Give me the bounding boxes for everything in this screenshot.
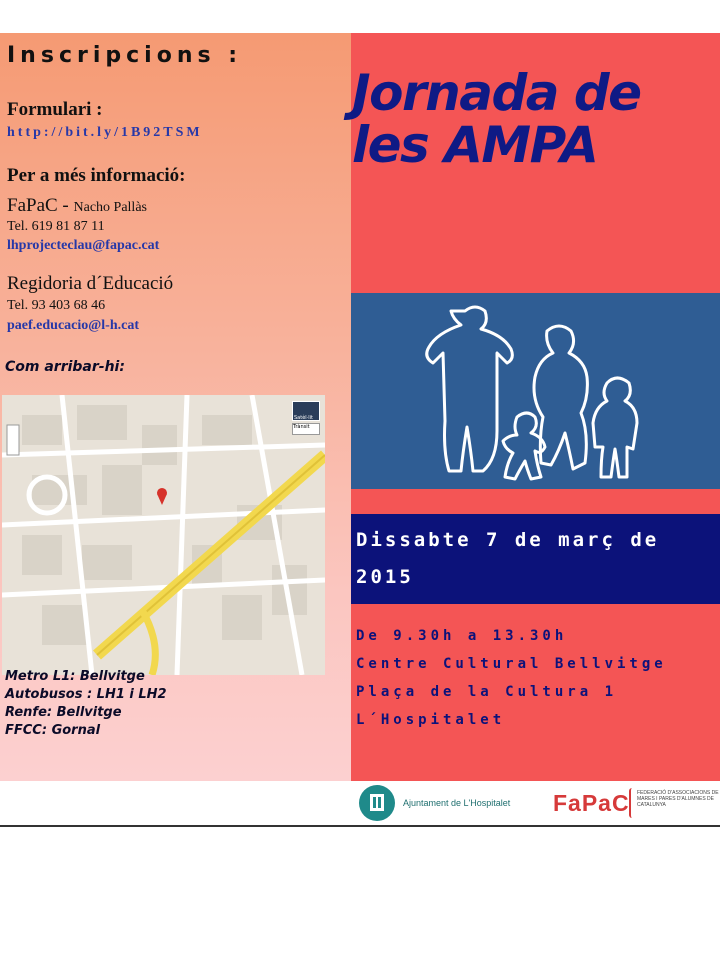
city-logo-text: Ajuntament de L'Hospitalet xyxy=(403,798,511,808)
form-link[interactable]: http://bit.ly/1B92TSM xyxy=(7,125,203,140)
transport-ffcc: FFCC: Gornal xyxy=(5,723,101,738)
date-line-2: 2015 xyxy=(356,566,414,588)
date-line-1: Dissabte 7 de març de xyxy=(356,529,660,551)
family-outline-graphic xyxy=(351,293,720,489)
footer-logos xyxy=(0,781,720,827)
directions-heading: Com arribar-hi: xyxy=(5,359,125,375)
org2-tel: Tel. 93 403 68 46 xyxy=(7,298,106,313)
org1-line xyxy=(7,195,147,217)
title-line-2: les AMPA xyxy=(352,116,598,174)
org1-name: FaPaC - xyxy=(7,195,69,216)
transport-bus: Autobusos : LH1 i LH2 xyxy=(5,687,167,702)
event-city: L´Hospitalet xyxy=(356,712,506,728)
transport-metro: Metro L1: Bellvitge xyxy=(5,669,145,684)
family-illustration xyxy=(351,293,720,489)
event-time: De 9.30h a 13.30h xyxy=(356,628,568,644)
registration-heading: Inscripcions : xyxy=(7,43,243,68)
city-crest-icon xyxy=(359,785,395,821)
map-graphic xyxy=(2,395,325,675)
org2-email[interactable]: paef.educacio@l-h.cat xyxy=(7,318,140,333)
fapac-bracket-icon xyxy=(629,788,635,818)
event-title xyxy=(352,64,717,174)
fapac-caption: FEDERACIÓ D'ASSOCIACIONS DE MARES I PARES D'ALUMNES DE CATALUNYA xyxy=(637,790,719,808)
location-map[interactable] xyxy=(2,395,325,675)
satellite-button[interactable]: Satèl·lit xyxy=(292,401,320,421)
date-band xyxy=(351,514,720,604)
org2-name: Regidoria d´Educació xyxy=(7,273,174,294)
form-label: Formulari : xyxy=(7,99,103,120)
traffic-button[interactable]: Trànsit xyxy=(292,423,320,435)
event-address: Plaça de la Cultura 1 xyxy=(356,684,618,700)
title-line-1: Jornada de xyxy=(352,64,641,122)
fapac-logo-text: FaPaC xyxy=(553,790,630,816)
org1-email[interactable]: lhprojecteclau@fapac.cat xyxy=(7,238,160,253)
org1-tel: Tel. 619 81 87 11 xyxy=(7,219,105,234)
org1-contact: Nacho Pallàs xyxy=(73,200,147,215)
poster xyxy=(0,33,720,827)
event-venue: Centre Cultural Bellvitge xyxy=(356,656,667,672)
more-info-label: Per a més informació: xyxy=(7,165,186,186)
left-panel xyxy=(0,33,351,781)
transport-renfe: Renfe: Bellvitge xyxy=(5,705,122,720)
